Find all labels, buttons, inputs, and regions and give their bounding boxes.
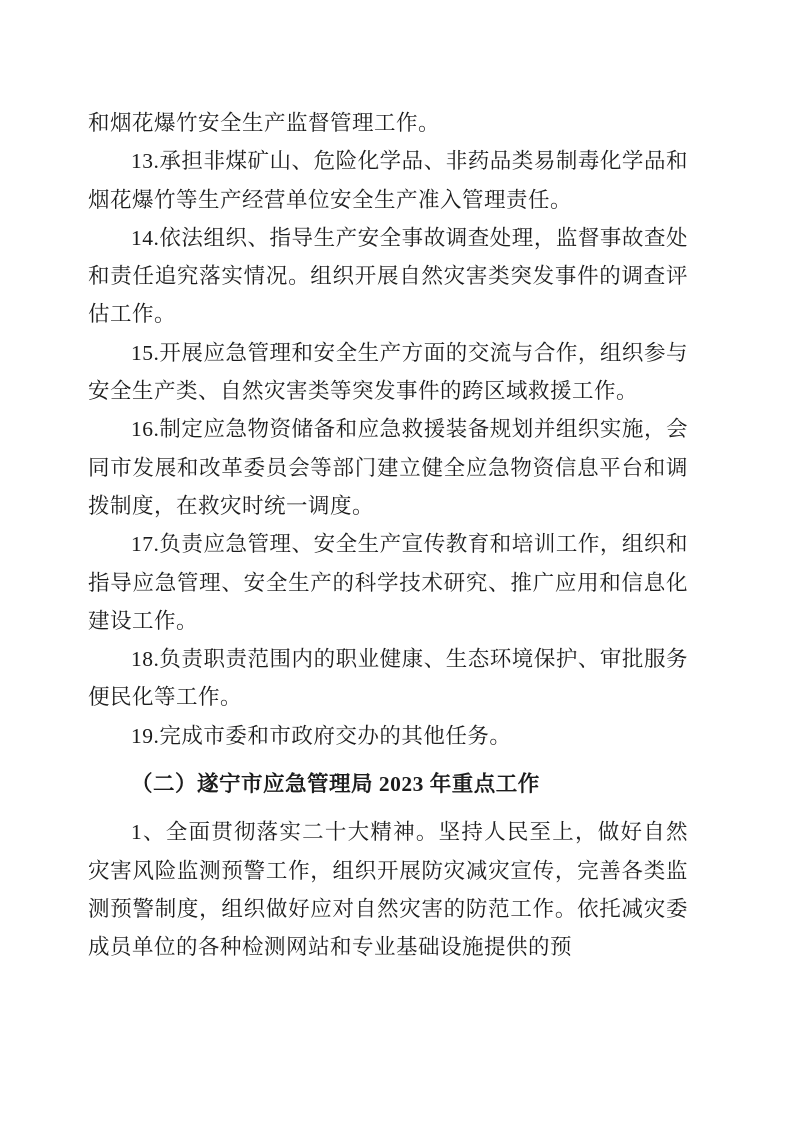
paragraph-continuation: 和烟花爆竹安全生产监督管理工作。 [88,111,441,135]
document-body [88,104,688,967]
paragraph-item-19: 19.完成市委和市政府交办的其他任务。 [131,723,512,748]
paragraph-item-15: 15.开展应急管理和安全生产方面的交流与合作，组织参与安全生产类、自然灾害类等突发事件的跨区域救援工作。 [88,340,688,404]
paragraph-item-1: 1、全面贯彻落实二十大精神。坚持人民至上，做好自然灾害风险监测预警工作，组织开展防灾减灾宣传，完善各类监测预警制度，组织做好应对自然灾害的防范工作。依托减灾委成员单位的各种检测网站和专业基础设施提供的预 [88,820,688,960]
section-heading: （二）遂宁市应急管理局 2023 年重点工作 [131,772,540,797]
paragraph-item-17: 17.负责应急管理、安全生产宣传教育和培训工作，组织和指导应急管理、安全生产的科学技术研究、推广应用和信息化建设工作。 [88,532,688,633]
paragraph-item-16: 16.制定应急物资储备和应急救援装备规划并组织实施，会同市发展和改革委员会等部门建立健全应急物资信息平台和调拨制度，在救灾时统一调度。 [88,417,688,518]
paragraph-item-13: 13.承担非煤矿山、危险化学品、非药品类易制毒化学品和烟花爆竹等生产经营单位安全生产准入管理责任。 [88,149,688,212]
paragraph-item-18: 18.负责职责范围内的职业健康、生态环境保护、审批服务便民化等工作。 [88,647,688,710]
paragraph-item-14: 14.依法组织、指导生产安全事故调查处理，监督事故查处和责任追究落实情况。组织开展自然灾害类突发事件的调查评估工作。 [88,225,688,327]
